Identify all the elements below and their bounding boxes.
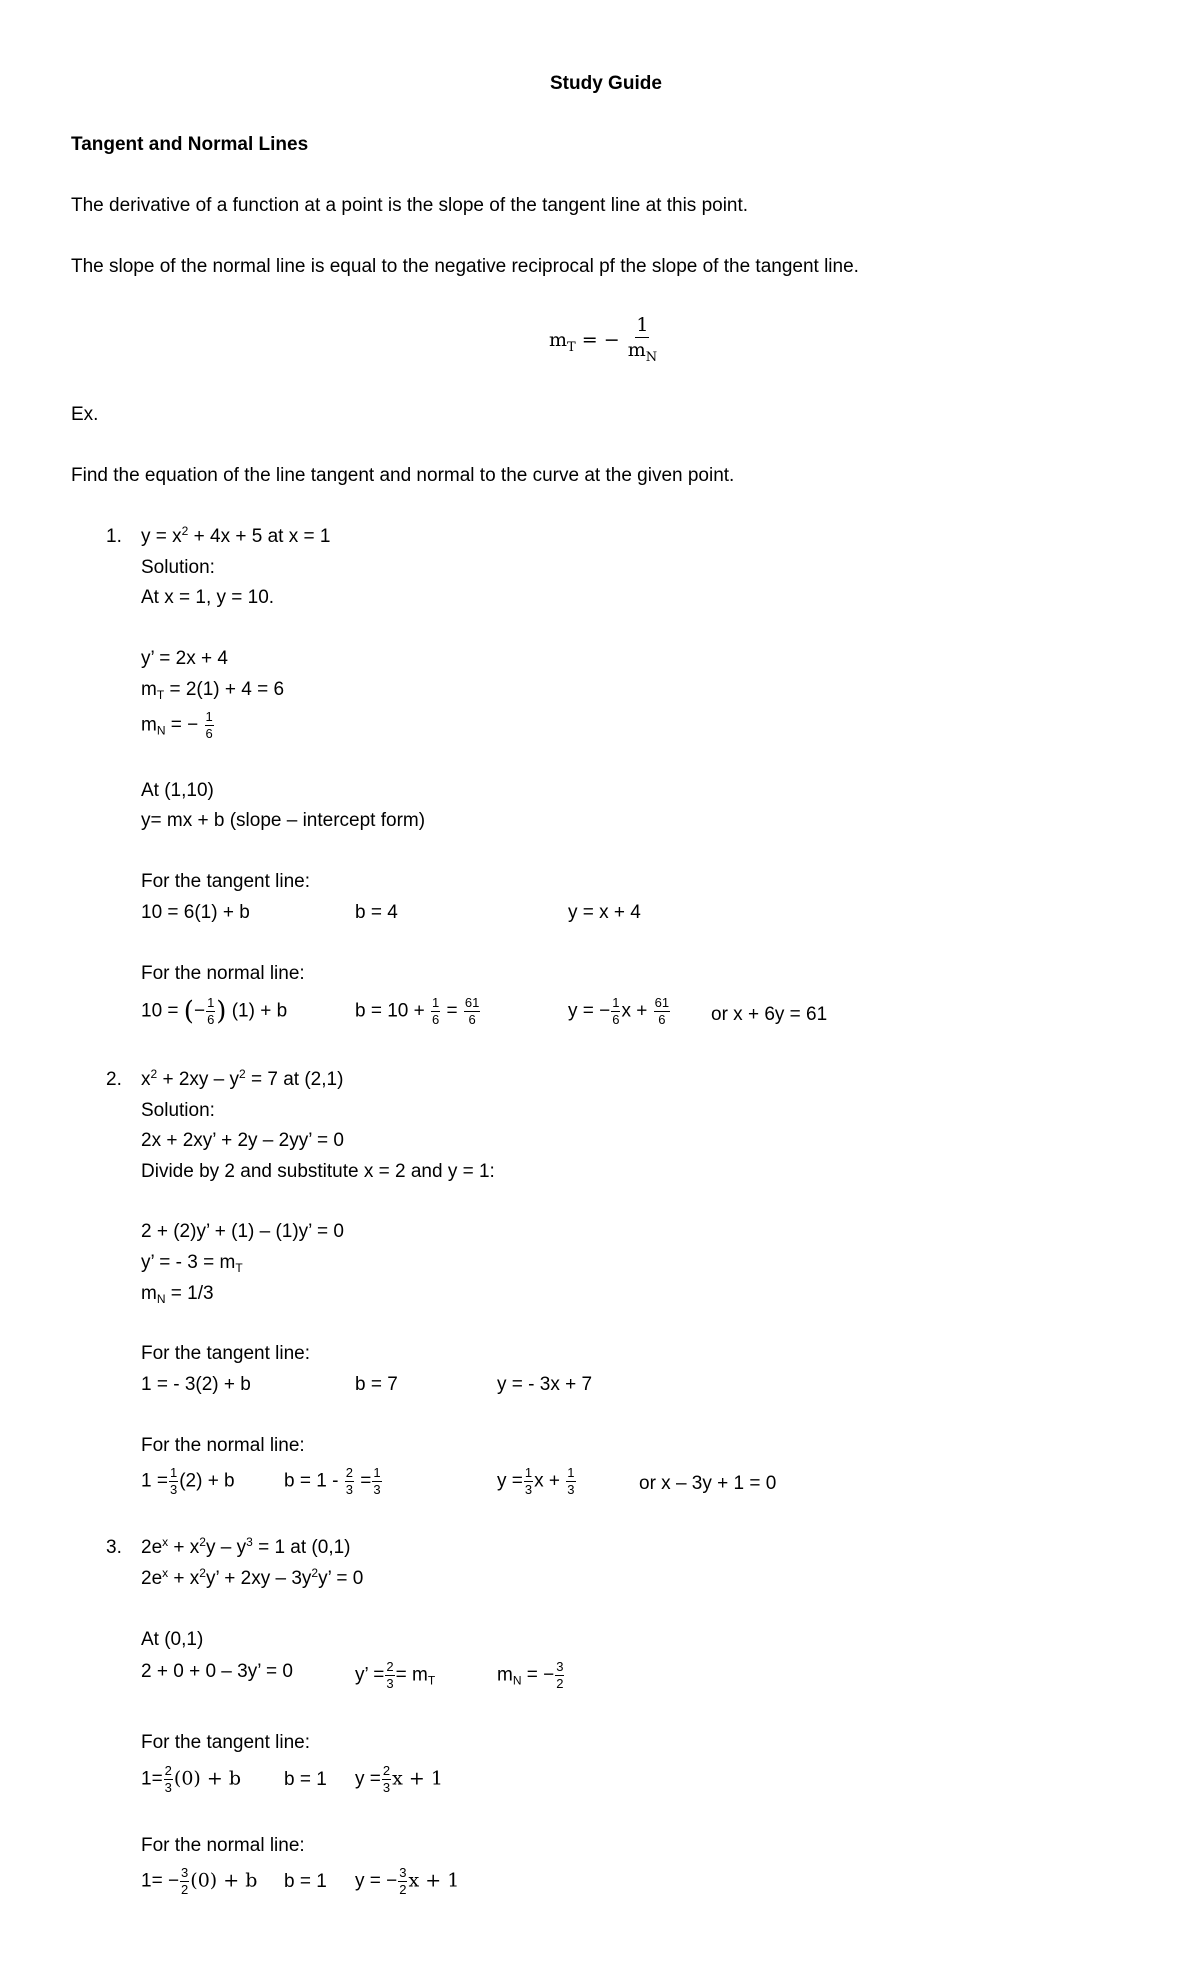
instruction: Find the equation of the line tangent and normal to the curve at the given point. xyxy=(71,465,735,486)
problem-2-normal-line: y = $\frac{1}{3}$ x + $\frac{1}{3}$ xyxy=(497,1465,575,1497)
problem-2-tangent-eq: 1 = - 3(2) + b xyxy=(141,1374,251,1395)
problem-1-normal-b: b = 10 + $\frac{1}{6}$ = $\frac{61}{6}$ xyxy=(355,995,480,1027)
problem-3-mn: $m_N$ = − $\frac{3}{2}$ xyxy=(497,1659,564,1691)
problem-2-yprime: y’ = - $3 = m_T$ xyxy=(141,1252,243,1275)
problem-3-tangent-eq: 1= $\frac{2}{3}$ (0) + b xyxy=(141,1763,241,1795)
problem-3-normal-line: y = − $\frac{3}{2}$ x + 1 xyxy=(355,1865,460,1897)
problem-1-normal-eq: 10 = (− $\frac{1}{6}$ ) (1) + b xyxy=(141,995,288,1027)
problem-3-at-point: At (0,1) xyxy=(141,1629,204,1650)
intro-paragraph-1: The derivative of a function at a point is the slope of the tangent line at this point. xyxy=(71,195,749,216)
problem-1-tangent-eq: 10 = 6(1) + b xyxy=(141,902,250,923)
problem-1-tangent-line: y = x + 4 xyxy=(568,902,641,923)
problem-1-solution-label: Solution: xyxy=(141,557,215,578)
problem-3-tangent-b: b = 1 xyxy=(284,1769,327,1790)
problem-2-tangent-b: b = 7 xyxy=(355,1374,398,1395)
problem-3-statement: $2e^x + x^2y - y^3 = 1$ at (0,1) xyxy=(141,1535,351,1558)
problem-1-normal-line: y = − $\frac{1}{6}$ x + $\frac{61}{6}$ xyxy=(568,995,670,1027)
problem-1-derivative: y’ = 2x + 4 xyxy=(141,648,228,669)
problem-3-number: 3. xyxy=(106,1537,122,1558)
problem-1-point: At x = 1, y = 10. xyxy=(141,587,275,608)
problem-2-solution-label: Solution: xyxy=(141,1100,215,1121)
problem-2-normal-eq: 1 = $\frac{1}{3}$ (2) + b xyxy=(141,1465,235,1497)
problem-2-substituted: 2 + (2)y’ + (1) – (1)y’ = 0 xyxy=(141,1221,344,1242)
problem-3-tangent-label: For the tangent line: xyxy=(141,1732,310,1753)
problem-2-normal-b: b = 1 - $\frac{2}{3}$ = $\frac{1}{3}$ xyxy=(284,1465,381,1497)
problem-2-divide: Divide by 2 and substitute x = 2 and y = 1: xyxy=(141,1161,495,1182)
problem-2-normal-label: For the normal line: xyxy=(141,1435,305,1456)
section-heading: Tangent and Normal Lines xyxy=(71,134,309,155)
problem-1-mt: $m_T = 2(1) + 4 = 6$ xyxy=(141,679,285,702)
problem-2-statement: $x^2 + 2xy - y^2 = 7$ at (2,1) xyxy=(141,1067,344,1090)
problem-1-tangent-label: For the tangent line: xyxy=(141,871,310,892)
problem-3-normal-label: For the normal line: xyxy=(141,1835,305,1856)
problem-3-normal-b: b = 1 xyxy=(284,1871,327,1892)
example-label: Ex. xyxy=(71,404,99,425)
problem-1-mn: $m_N$ = − $\frac{1}{6}$ xyxy=(141,709,213,741)
slope-formula: $m_T$ = − $\frac{1}{m_N}$ xyxy=(549,313,658,365)
problem-1-tangent-b: b = 4 xyxy=(355,902,398,923)
problem-1-normal-label: For the normal line: xyxy=(141,963,305,984)
problem-3-normal-eq: 1= − $\frac{3}{2}$ (0) + b xyxy=(141,1865,258,1897)
problem-3-tangent-line: y = $\frac{2}{3}$ x + 1 xyxy=(355,1763,443,1795)
problem-1-normal-alt: or x + 6y = 61 xyxy=(711,1004,828,1025)
problem-3-yprime: y’ = $\frac{2}{3}$ = $m_T$ xyxy=(355,1659,436,1691)
problem-1-at-point: At (1,10) xyxy=(141,780,214,801)
problem-2-number: 2. xyxy=(106,1069,122,1090)
problem-1-number: 1. xyxy=(106,526,122,547)
problem-2-tangent-label: For the tangent line: xyxy=(141,1343,310,1364)
intro-paragraph-2: The slope of the normal line is equal to the negative reciprocal pf the slope of the tangent line. xyxy=(71,256,859,277)
problem-1-slope-form: y= mx + b (slope – intercept form) xyxy=(141,810,426,831)
problem-2-tangent-line: y = - 3x + 7 xyxy=(497,1374,593,1395)
document-title: Study Guide xyxy=(550,73,662,94)
problem-2-mn: $m_N = 1/3$ xyxy=(141,1283,214,1306)
problem-2-normal-alt: or x – 3y + 1 = 0 xyxy=(639,1473,777,1494)
problem-1-statement: $y = x^2 + 4x + 5$ at x = 1 xyxy=(141,524,331,547)
problem-2-implicit: 2x + 2xy’ + 2y – 2yy’ = 0 xyxy=(141,1130,344,1151)
problem-3-eval: 2 + 0 + 0 – 3y’ = 0 xyxy=(141,1661,293,1682)
problem-3-derivative: $2e^x + x^2y$’ + $2xy - 3y^2y$’ = 0 xyxy=(141,1566,364,1589)
